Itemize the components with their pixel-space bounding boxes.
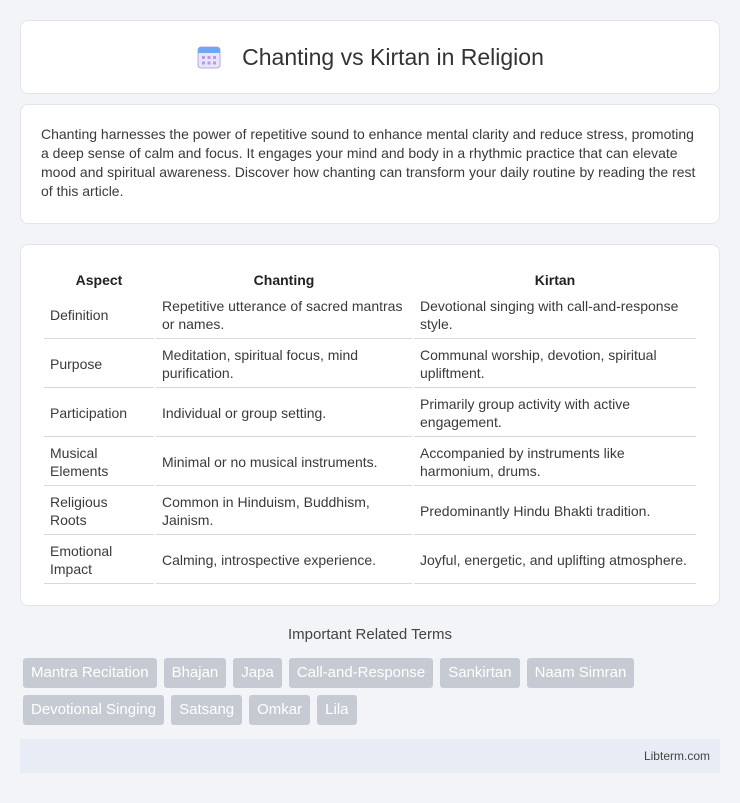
table-row xyxy=(44,341,696,388)
header-card xyxy=(20,20,720,94)
tag-omkar[interactable]: Omkar xyxy=(249,695,310,725)
tag-lila[interactable]: Lila xyxy=(317,695,356,725)
table-cell: Purpose xyxy=(44,341,154,388)
header-kirtan: Kirtan xyxy=(534,272,576,288)
tag-sankirtan[interactable]: Sankirtan xyxy=(440,658,519,688)
related-terms-list xyxy=(23,658,723,732)
table-cell: Predominantly Hindu Bhakti tradition. xyxy=(414,488,696,535)
table-cell: Participation xyxy=(44,390,154,437)
table-cell: Common in Hinduism, Buddhism, Jainism. xyxy=(156,488,412,535)
tag-satsang[interactable]: Satsang xyxy=(171,695,242,725)
table-cell: Accompanied by instruments like harmonium, drums. xyxy=(414,439,696,486)
table-cell: Repetitive utterance of sacred mantras or names. xyxy=(156,292,412,339)
table-cell: Joyful, energetic, and uplifting atmosphere. xyxy=(414,537,696,584)
table-row xyxy=(44,390,696,437)
header-aspect: Aspect xyxy=(75,272,123,288)
tag-japa[interactable]: Japa xyxy=(233,658,282,688)
table-cell: Communal worship, devotion, spiritual upliftment. xyxy=(414,341,696,388)
header-chanting: Chanting xyxy=(253,272,315,288)
page-title: Chanting vs Kirtan in Religion xyxy=(242,43,544,70)
table-row xyxy=(44,537,696,584)
table-header-row xyxy=(44,267,696,290)
table-cell: Definition xyxy=(44,292,154,339)
footer-site-link[interactable]: Libterm.com xyxy=(643,749,710,763)
table-cell: Meditation, spiritual focus, mind purification. xyxy=(156,341,412,388)
table-row xyxy=(44,292,696,339)
tag-mantra-recitation[interactable]: Mantra Recitation xyxy=(23,658,157,688)
table-cell: Religious Roots xyxy=(44,488,154,535)
table-row xyxy=(44,488,696,535)
tag-devotional-singing[interactable]: Devotional Singing xyxy=(23,695,164,725)
intro-card xyxy=(20,104,720,224)
table-row xyxy=(44,439,696,486)
related-terms-title: Important Related Terms xyxy=(288,626,452,643)
table-cell: Devotional singing with call-and-response style. xyxy=(414,292,696,339)
comparison-table xyxy=(42,265,698,586)
footer xyxy=(20,739,720,773)
calendar-icon xyxy=(196,44,222,70)
table-cell: Minimal or no musical instruments. xyxy=(156,439,412,486)
table-cell: Calming, introspective experience. xyxy=(156,537,412,584)
comparison-table-card xyxy=(20,244,720,606)
tag-call-and-response[interactable]: Call-and-Response xyxy=(289,658,433,688)
table-cell: Primarily group activity with active engagement. xyxy=(414,390,696,437)
table-cell: Musical Elements xyxy=(44,439,154,486)
intro-text: Chanting harnesses the power of repetitive sound to enhance mental clarity and reduce stress, promoting a deep sense of calm and focus. It engages your mind and body in a rhythmic practice that can elevate mood and spiritual awareness. Discover how chanting can transform your daily routine by reading the rest of this article. xyxy=(41,126,696,199)
table-cell: Emotional Impact xyxy=(44,537,154,584)
tag-naam-simran[interactable]: Naam Simran xyxy=(527,658,635,688)
tag-bhajan[interactable]: Bhajan xyxy=(164,658,227,688)
table-cell: Individual or group setting. xyxy=(156,390,412,437)
